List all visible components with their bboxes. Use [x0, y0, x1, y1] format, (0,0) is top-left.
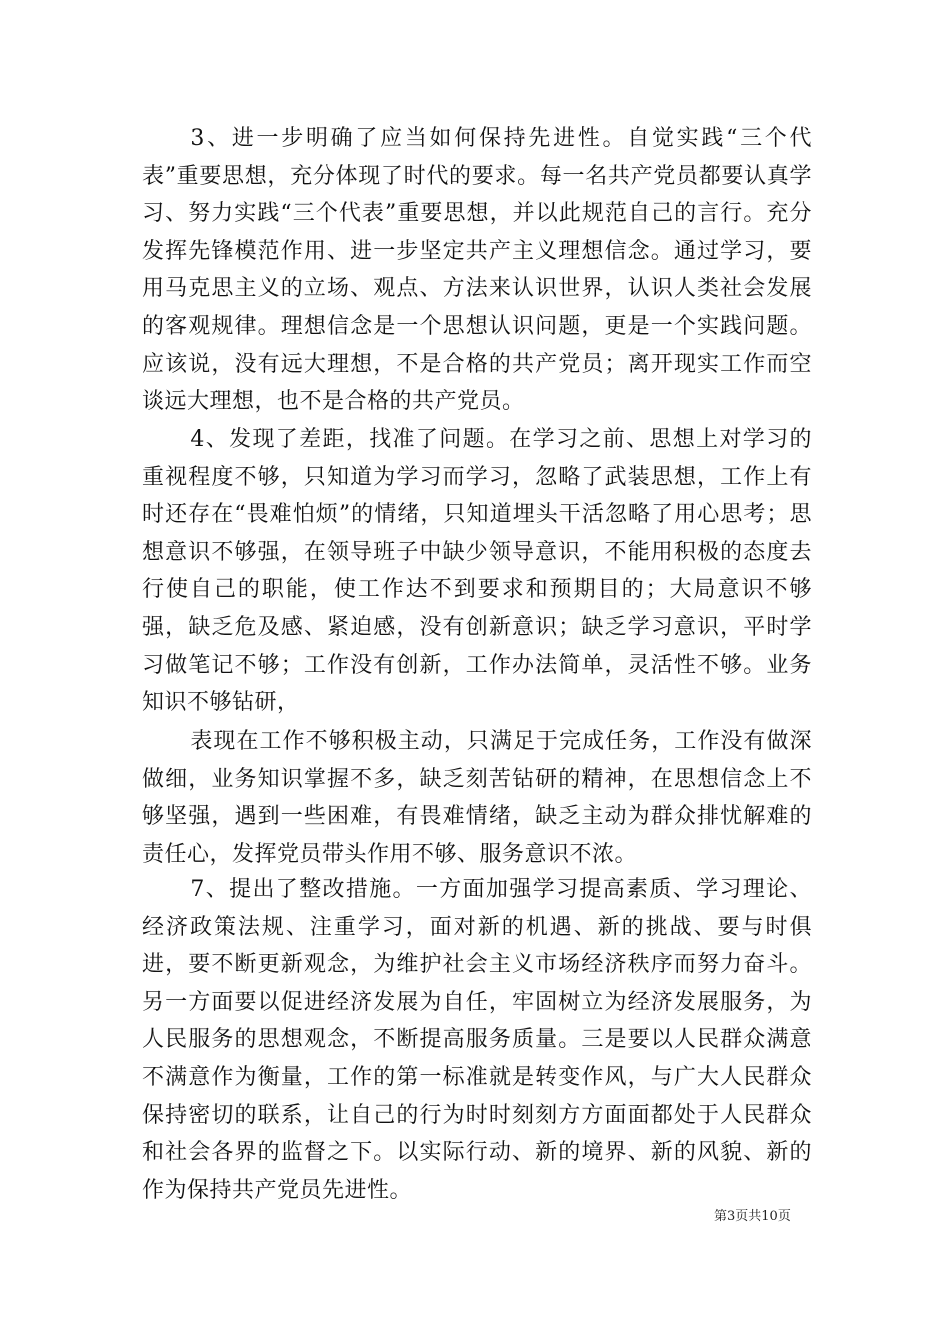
paragraph-3-advancement: 3、进一步明确了应当如何保持先进性。自觉实践“三个代表”重要思想，充分体现了时代的要求。每一名共产党员都要认真学习、努力实践“三个代表”重要思想，并以此规范自己的言行。充分发挥先锋模范作用、进一步坚定共产主义理想信念。通过学习，要用马克思主义的立场、观点、方法来认识世界，认识人类社会发展的客观规律。理想信念是一个思想认识问题，更是一个实践问题。应该说，没有远大理想，不是合格的共产党员；离开现实工作而空谈远大理想，也不是合格的共产党员。: [142, 126, 812, 415]
paragraph-7-measures: 7、提出了整改措施。一方面加强学习提高素质、学习理论、经济政策法规、注重学习，面对新的机遇、新的挑战、要与时俱进，要不断更新观念，为维护社会主义市场经济秩序而努力奋斗。另一方面要以促进经济发展为自任，牢固树立为经济发展服务，为人民服务的思想观念，不断提高服务质量。三是要以人民群众满意不满意作为衡量，工作的第一标准就是转变作风，与广大人民群众保持密切的联系，让自己的行为时时刻刻方方面面都处于人民群众和社会各界的监督之下。以实际行动、新的境界、新的风貌、新的作为保持共产党员先进性。: [142, 877, 812, 1203]
paragraph-performance: 表现在工作不够积极主动，只满足于完成任务，工作没有做深做细，业务知识掌握不多，缺乏刻苦钻研的精神，在思想信念上不够坚强，遇到一些困难，有畏难情绪，缺乏主动为群众排忧解难的责任心，发挥党员带头作用不够、服务意识不浓。: [142, 729, 812, 867]
paragraph-4-gaps: 4、发现了差距，找准了问题。在学习之前、思想上对学习的重视程度不够，只知道为学习而学习，忽略了武装思想，工作上有时还存在“畏难怕烦”的情绪，只知道埋头干活忽略了用心思考；思想意识不够强，在领导班子中缺少领导意识，不能用积极的态度去行使自己的职能，使工作达不到要求和预期目的；大局意识不够强，缺乏危及感、紧迫感，没有创新意识；缺乏学习意识，平时学习做笔记不够；工作没有创新，工作办法简单，灵活性不够。业务知识不够钻研，: [142, 427, 812, 716]
page-number-footer: 第3页共10页: [714, 1209, 791, 1224]
